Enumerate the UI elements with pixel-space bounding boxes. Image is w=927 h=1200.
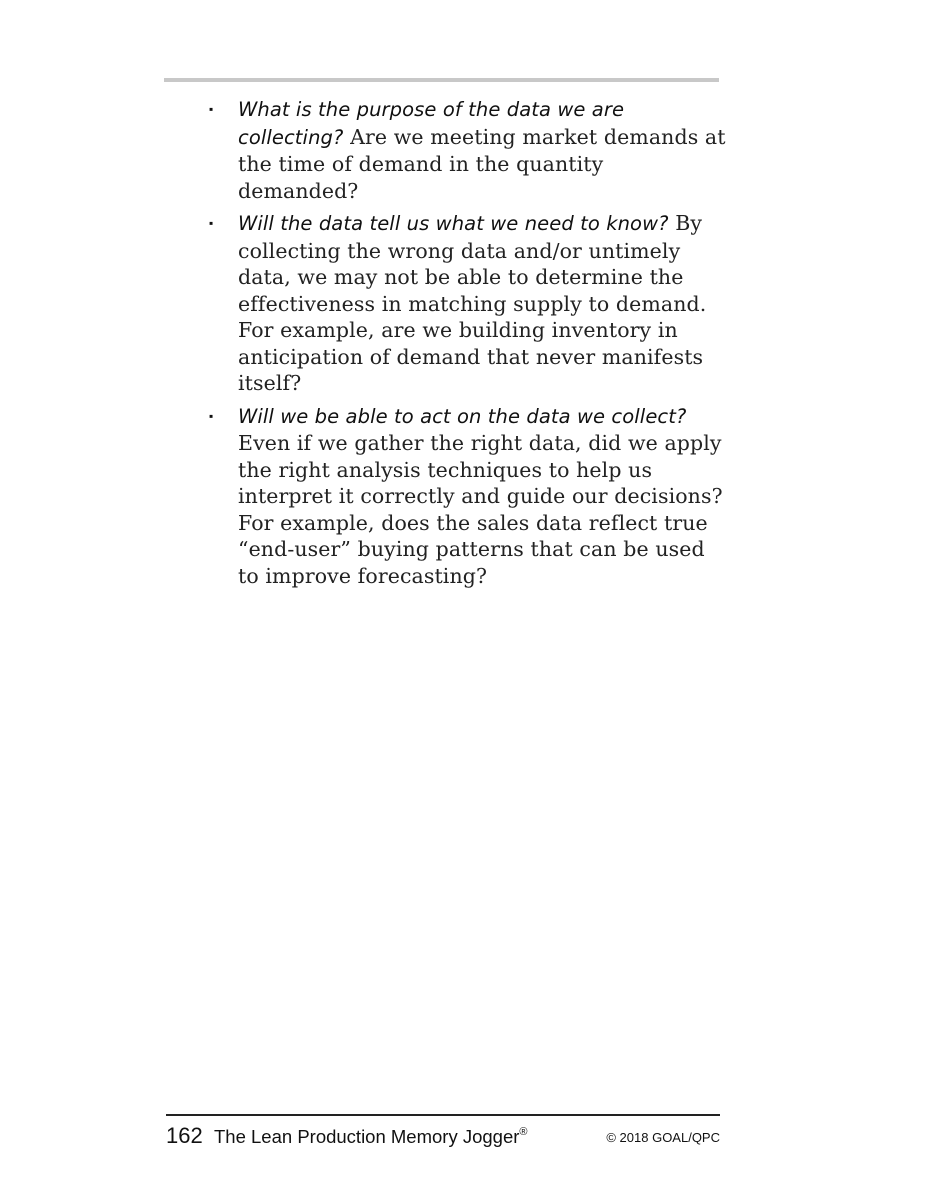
- bullet-lead: Will the data tell us what we need to know?: [238, 212, 669, 235]
- bullet-marker: ▪: [209, 102, 214, 116]
- bullet-body: By collecting the wrong data and/or untimely data, we may not be able to determine the effectiveness in matching supply to demand. For example, are we building inventory in anticipation of demand that never manifests itself?: [238, 211, 707, 395]
- bullet-item-need-to-know: [206, 210, 726, 397]
- copyright-notice: © 2018 GOAL/QPC: [606, 1130, 720, 1145]
- registered-trademark-mark: ®: [519, 1126, 528, 1138]
- bullet-body: Are we meeting market demands at the time of demand in the quantity demanded?: [238, 124, 726, 203]
- top-rule: [164, 78, 719, 82]
- bullet-list: [206, 96, 726, 595]
- bullet-lead: What is the purpose of the data we are collecting?: [238, 98, 625, 149]
- page-footer: [166, 1121, 720, 1153]
- book-title: [214, 1123, 528, 1151]
- bullet-marker: ▪: [209, 408, 214, 423]
- bullet-item-act-on-data: [206, 403, 726, 590]
- footer-rule: [166, 1114, 720, 1116]
- bullet-lead: Will we be able to act on the data we collect?: [238, 404, 687, 428]
- book-title-text: The Lean Production Memory Jogger: [214, 1126, 520, 1147]
- bullet-marker: ▪: [209, 216, 214, 230]
- bullet-body: Even if we gather the right data, did we apply the right analysis techniques to help us interpret it correctly and guide our decisions? For example, does the sales data reflect true “end-user” buying patterns that can be used to improve forecasting?: [238, 431, 723, 588]
- bullet-item-purpose: [206, 96, 726, 204]
- page-number: 162: [166, 1123, 203, 1148]
